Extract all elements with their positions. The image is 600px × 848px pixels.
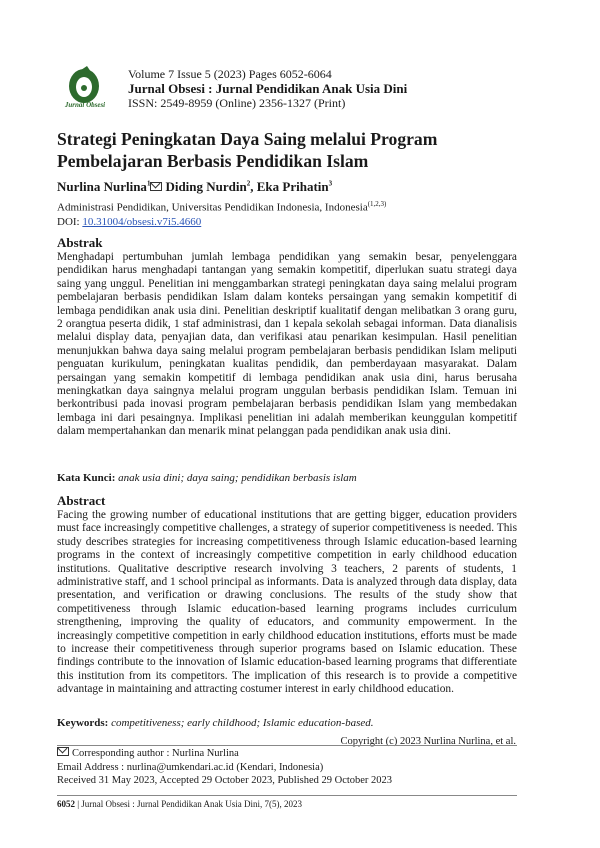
affiliation: Administrasi Pendidikan, Universitas Pendidikan Indonesia, Indonesia (57, 201, 368, 214)
affiliation-sup: (1,2,3) (367, 200, 387, 208)
mail-icon (57, 747, 69, 756)
issn-line: ISSN: 2549-8959 (Online) 2356-1327 (Print) (128, 96, 346, 110)
journal-name: Jurnal Obsesi : Jurnal Pendidikan Anak Usia Dini (128, 80, 408, 96)
footnote (57, 747, 392, 788)
logo-caption: Jurnal Obsesi (64, 101, 106, 109)
kata-kunci-label: Kata Kunci: (57, 472, 116, 484)
kata-kunci (57, 472, 357, 484)
affiliation-block (57, 197, 386, 229)
volume-line: Volume 7 Issue 5 (2023) Pages 6052-6064 (128, 67, 332, 81)
journal-logo (57, 64, 111, 120)
abstrak-text: Menghadapi pertumbuhan jumlah lembaga pendidikan yang semakin besar, penyelenggara pendidikan harus menghadapi tantangan yang semakin kompetitif, diperlukan suatu strategi daya saing yang unggul. Penelitian ini menggambarkan strategi peningkatan daya saing melalui program pembelajaran berbasis pendidikan Islam dalam konteks persaingan yang semakin kompetitif di lembaga pendidikan anak usia dini. Penelitian deskriptif kualitatif dengan melibatkan 3 orang guru, 2 orangtua peserta didik, 1 staf administrasi, dan 1 kepala sekolah sebagai informan. Data dianalisis melalui display data, penyajian data, dan verifikasi atau penarikan kesimpulan. Hasil penelitian menunjukkan bahwa daya saing melalui program pembelajaran berbasis pendidikan Islam meliputi penguatan kurikulum, peningkatan kualitas pendidik, dan pemberdayaan masyarakat. Dalam persaingan yang semakin kompetitif di lembaga pendidikan anak usia dini, harus berusaha meningkatkan daya saingnya melalui program unggulan berbasis pendidikan Islam. Temuan ini berkontribusi pada inovasi program pembelajaran berbasis pendidikan Islam yang membedakan lembaga ini dari pesaingnya. Implikasi penelitian ini adalah memberikan keunggulan kompetitif dalam mempertahankan dan menarik minat pelanggan pada pendidikan anak usia dini. (57, 251, 517, 438)
abstrak-heading: Abstrak (57, 235, 103, 250)
author-sup: 3 (328, 179, 333, 188)
email-address: Email Address : nurlina@umkendari.ac.id (Kendari, Indonesia) (57, 761, 324, 773)
page-number: 6052 (57, 799, 75, 809)
title-line-2: Pembelajaran Berbasis Pendidikan Islam (57, 151, 369, 171)
keywords-values: competitiveness; early childhood; Islamic education-based. (108, 717, 374, 729)
footnote-divider (57, 745, 517, 746)
corresponding-author: Corresponding author : Nurlina Nurlina (72, 748, 239, 759)
author-sup: 2 (246, 179, 251, 188)
keywords-label: Keywords: (57, 717, 109, 729)
doi-link[interactable]: 10.31004/obsesi.v7i5.4660 (82, 215, 202, 228)
author-name: Nurlina Nurlina (57, 179, 147, 194)
page-footer (57, 799, 302, 809)
page-footer-divider (57, 795, 517, 796)
author-list (57, 179, 332, 195)
abstract-heading: Abstract (57, 493, 106, 508)
article-title (57, 128, 527, 172)
author-name: Diding Nurdin (165, 179, 247, 194)
kata-kunci-values: anak usia dini; daya saing; pendidikan berbasis islam (115, 472, 357, 484)
author-sup: 1 (146, 179, 151, 188)
keywords (57, 717, 373, 729)
copyright: Copyright (c) 2023 Nurlina Nurlina, et al. (340, 736, 516, 747)
author-name: , Eka Prihatin (250, 179, 329, 194)
footer-citation: | Jurnal Obsesi : Jurnal Pendidikan Anak Usia Dini, 7(5), 2023 (75, 799, 303, 809)
article-dates: Received 31 May 2023, Accepted 29 October 2023, Published 29 October 2023 (57, 775, 393, 786)
masthead (128, 67, 407, 111)
title-line-1: Strategi Peningkatan Daya Saing melalui Program (57, 129, 438, 149)
mail-icon (150, 182, 162, 191)
doi-label: DOI: (57, 215, 83, 228)
abstract-text: Facing the growing number of educational institutions that are getting bigger, education providers must face increasingly competitive challenges, a strategy of superior competitiveness is needed. This study describes strategies for increasing competitiveness through Islamic education-based learning programs in the context of increasingly competitive competition in early childhood education institutions. Qualitative descriptive research involving 3 teachers, 2 parents of students, 1 administrative staff, and 1 school principal as informants. Data is analyzed through data display, data presentation, and verification or drawing conclusions. The results of the study show that competitiveness through Islamic education-based learning programs includes curriculum strengthening, improving the quality of educators, and community empowerment. In the increasingly competitive competition in early childhood education institutions, efforts must be made to increase their competitiveness through superior programs based on Islamic education. These findings contribute to the innovation of Islamic education-based learning programs that differentiate this institution from its competitors. The implication of this research is to provide a competitive advantage in maintaining and attracting costumer interest in early childhood education. (57, 509, 517, 696)
